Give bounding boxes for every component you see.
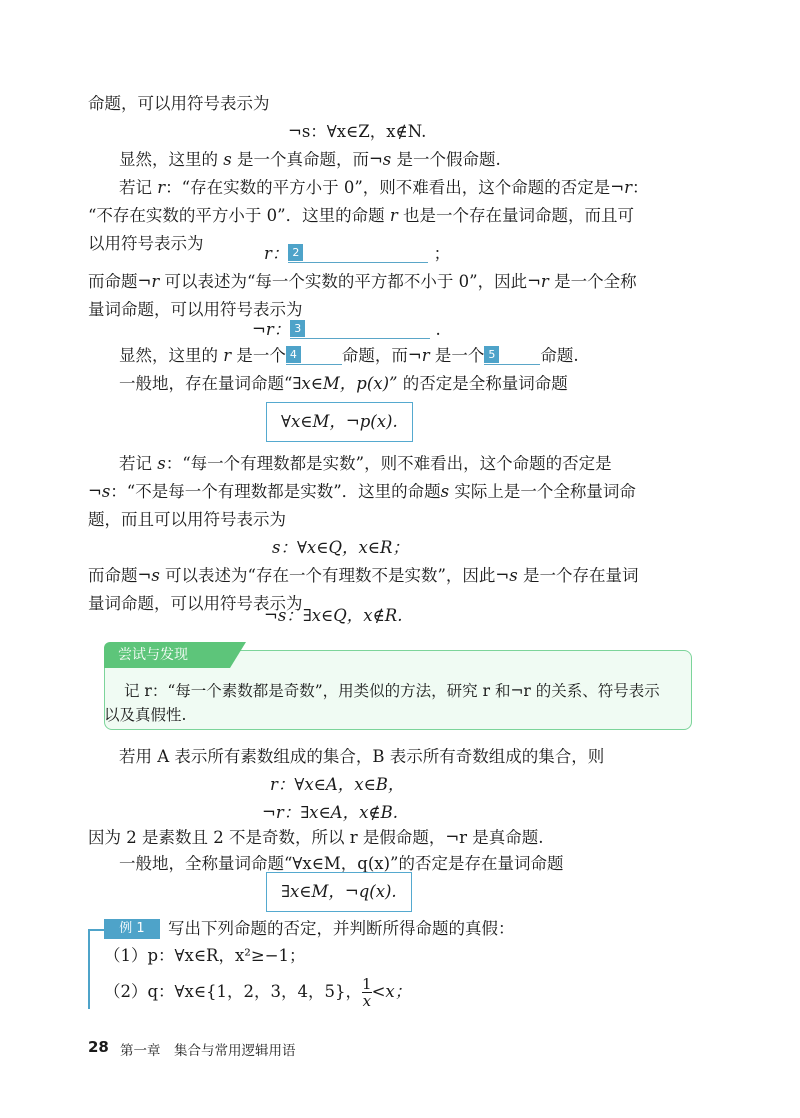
chapter-title: 第一章 集合与常用逻辑用语 [120, 1043, 296, 1059]
fraction: $\frac{1}{x}$ [362, 975, 372, 1010]
text-line: ¬s：“不是每一个有理数都是实数”．这里的命题s 实际上是一个全称量词命 [88, 482, 636, 501]
boxed-formula: ∀x∈M，¬p(x). [266, 402, 413, 442]
text-line: “不存在实数的平方小于 0”．这里的命题 r 也是一个存在量词命题，而且可 [88, 206, 635, 225]
try-discover-tab: 尝试与发现 [104, 642, 230, 668]
formula-s: s：∀x∈Q，x∈R； [272, 538, 409, 557]
try-text-line: 以及真假性. [104, 706, 187, 724]
example-item-2: （2）q：∀x∈{1，2，3，4，5}， $\frac{1}{x}$ <x； [104, 975, 412, 1010]
formula-r-blank: r： 2 ； [264, 244, 451, 263]
boxed-formula: ∃x∈M，¬q(x). [266, 872, 412, 912]
page-number: 28 [88, 1038, 109, 1056]
text-line: 一般地，存在量词命题“∃x∈M，p(x)” 的否定是全称量词命题 [119, 374, 568, 393]
formula-not-r-blank: ¬r： 3 . [252, 320, 441, 339]
text-line: 而命题¬s 可以表述为“存在一个有理数不是实数”，因此¬s 是一个存在量词 [88, 566, 639, 585]
answer-blank[interactable] [484, 346, 540, 365]
text-line: 若记 r：“存在实数的平方小于 0”，则不难看出，这个命题的否定是¬r： [119, 178, 649, 197]
answer-blank[interactable] [290, 320, 430, 339]
text-line: 题，而且可以用符号表示为 [88, 510, 286, 529]
blank-number: 5 [484, 346, 499, 363]
text-line: 若用 A 表示所有素数组成的集合，B 表示所有奇数组成的集合，则 [119, 747, 605, 766]
blank-number: 2 [288, 244, 303, 261]
text-line: 而命题¬r 可以表述为“每一个实数的平方都不小于 0”，因此¬r 是一个全称 [88, 272, 637, 291]
answer-blank[interactable] [286, 346, 342, 365]
text-line: 若记 s：“每一个有理数都是实数”，则不难看出，这个命题的否定是 [119, 454, 612, 473]
try-text-line: 记 r：“每一个素数都是奇数”，用类似的方法，研究 r 和¬r 的关系、符号表示 [124, 682, 660, 700]
example-label: 例 1 [104, 919, 160, 939]
example-bar-top [88, 929, 104, 931]
text-line: 显然，这里的 s 是一个真命题，而¬s 是一个假命题. [119, 150, 501, 169]
text-line: 一般地，全称量词命题“∀x∈M，q(x)”的否定是存在量词命题 [119, 854, 564, 873]
example-text: 写出下列命题的否定，并判断所得命题的真假： [168, 919, 515, 938]
blank-number: 4 [286, 346, 301, 363]
blank-number: 3 [290, 320, 305, 337]
formula-not-s-z: ¬s：∀x∈Z，x∉N. [288, 122, 427, 141]
answer-blank[interactable] [288, 244, 428, 263]
text-line: 显然，这里的 r 是一个 4 命题，而¬r 是一个 5 命题. [119, 346, 579, 365]
example-item-1: （1）p：∀x∈R，x²≥−1； [104, 946, 306, 965]
formula-not-r-a: ¬r：∃x∈A，x∉B. [262, 803, 398, 822]
formula-r-a: r：∀x∈A，x∈B， [270, 775, 405, 794]
text-line: 以用符号表示为 [88, 234, 204, 253]
formula-not-s: ¬s：∃x∈Q，x∉R. [264, 606, 403, 625]
text-line: 量词命题，可以用符号表示为 [88, 300, 303, 319]
example-bar [88, 929, 90, 1009]
text-line: 因为 2 是素数且 2 不是奇数，所以 r 是假命题，¬r 是真命题. [88, 828, 544, 847]
text-line: 命题，可以用符号表示为 [88, 94, 270, 113]
text-line: 量词命题，可以用符号表示为 [88, 594, 303, 613]
